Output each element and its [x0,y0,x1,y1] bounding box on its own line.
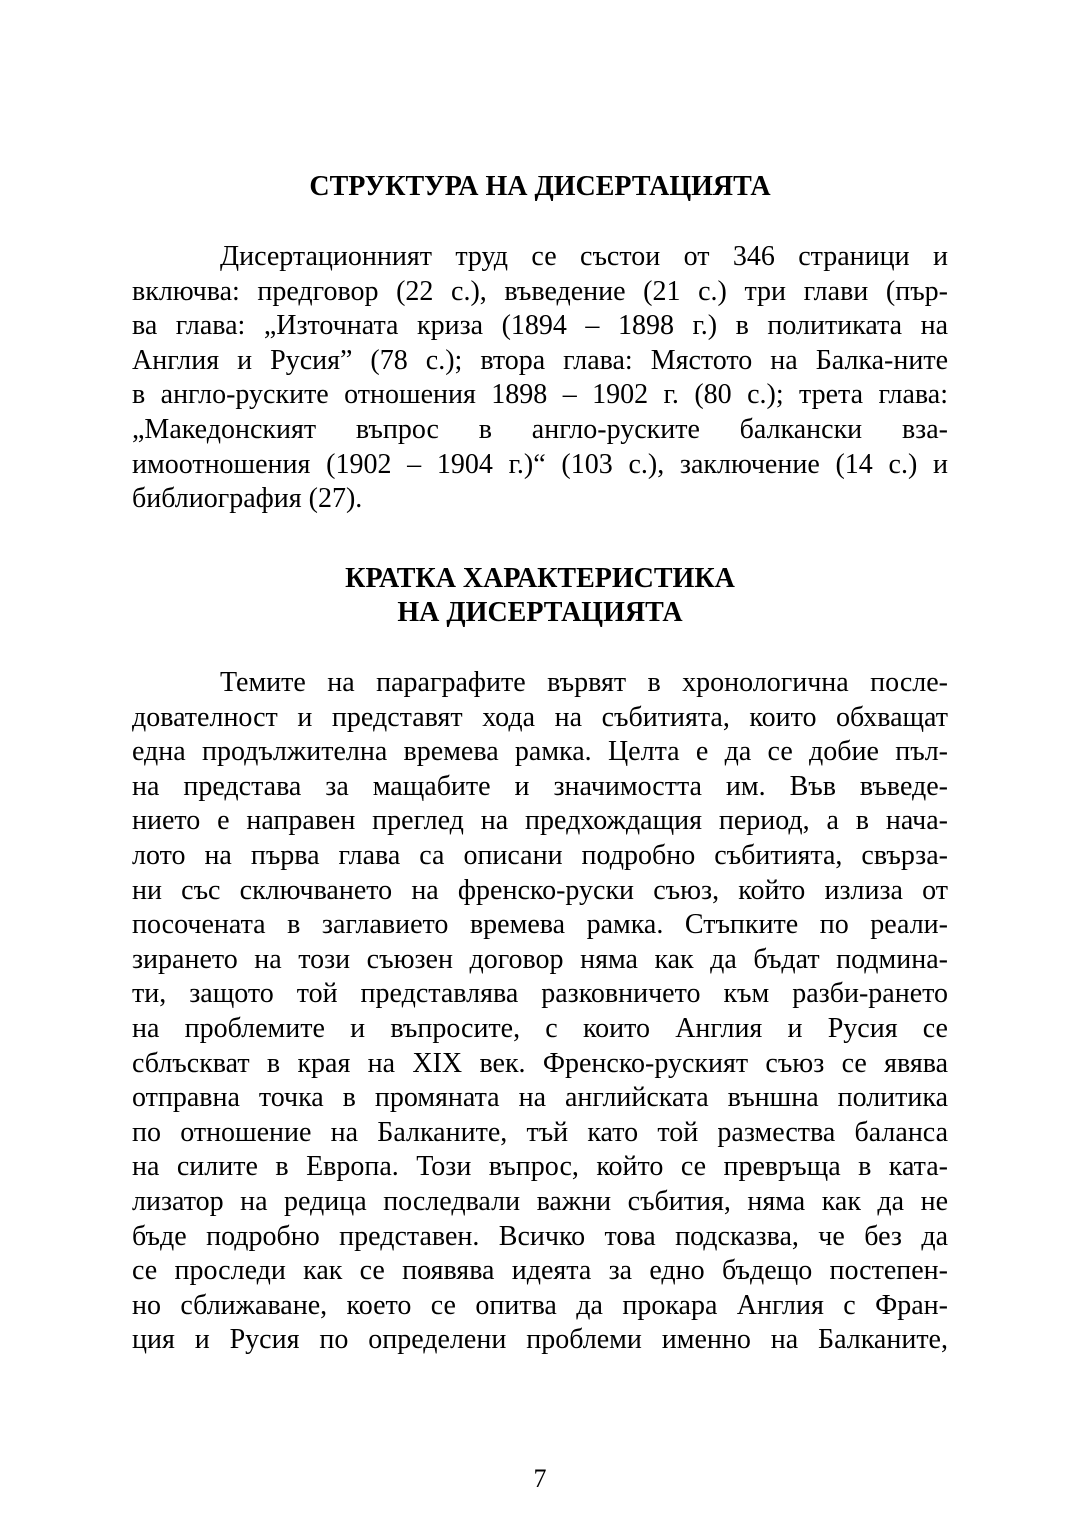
text-line: посочената в заглавието времева рамка. Стъпките по реали- [132,909,948,941]
text-line: по отношение на Балканите, тъй като той размества баланса [132,1116,948,1148]
text-line: на проблемите и въпросите, с които Англия и Русия се [132,1012,948,1044]
text-line: включва: предговор (22 с.), въведение (21 с.) три глави (пър- [132,275,948,307]
text-line: ти, защото той представлява разковничето към разби-рането [132,978,948,1010]
page-number: 7 [533,1464,547,1493]
text-line: Дисертационният труд се състои от 346 страници и [220,241,948,272]
section-title-line-1: КРАТКА ХАРАКТЕРИСТИКА [345,563,735,594]
structure-paragraph [132,240,948,517]
characteristics-paragraph [132,666,948,1358]
text-line: отправна точка в промяната на английската външна политика [132,1082,948,1114]
text-line: ни със сключването на френско-руски съюз, който излиза от [132,874,948,906]
text-line: дователност и представят хода на събитията, които обхващат [132,701,948,733]
text-line: лото на първа глава са описани подробно събитията, свърза- [132,839,948,871]
text-line: на представа за мащабите и значимостта им. Във въведе- [132,770,948,802]
text-line: сблъскват в края на XIX век. Френско-руският съюз се явява [132,1047,948,1079]
text-line: в англо-руските отношения 1898 – 1902 г. (80 с.); трета глава: [132,379,948,411]
section-title-structure [132,170,948,204]
text-line: „Македонският въпрос в англо-руските балкански вза- [132,413,948,445]
text-line: нието е направен преглед на предхождащия период, а в нача- [132,805,948,837]
section-title-characteristics [132,562,948,630]
text-line: библиография (27). [132,483,363,515]
text-line: Англия и Русия” (78 с.); втора глава: Мястото на Балка-ните [132,344,948,376]
text-line: се проследи как се появява идеята за едно бъдещо постепен- [132,1255,948,1287]
text-line: бъде подробно представен. Всичко това подсказва, че без да [132,1220,948,1252]
text-line: но сближаване, което се опитва да прокара Англия с Фран- [132,1289,948,1321]
text-line: лизатор на редица последвали важни събития, няма как да не [132,1185,948,1217]
section-title-line-2: НА ДИСЕРТАЦИЯТА [397,597,683,628]
text-line: на силите в Европа. Този въпрос, който се превръща в ката- [132,1151,948,1183]
text-line: имоотношения (1902 – 1904 г.)“ (103 с.), заключение (14 с.) и [132,448,948,480]
section-title-text: СТРУКТУРА НА ДИСЕРТАЦИЯТА [309,171,771,202]
text-line: зирането на този съюзен договор няма как да бъдат подмина- [132,943,948,975]
text-line: ва глава: „Източната криза (1894 – 1898 г.) в политиката на [132,310,948,342]
text-line: една продължителна времева рамка. Целта е да се добие пъл- [132,736,948,768]
text-line: Темите на параграфите вървят в хронологична после- [220,667,948,698]
text-line: ция и Русия по определени проблеми именно на Балканите, [132,1324,948,1356]
